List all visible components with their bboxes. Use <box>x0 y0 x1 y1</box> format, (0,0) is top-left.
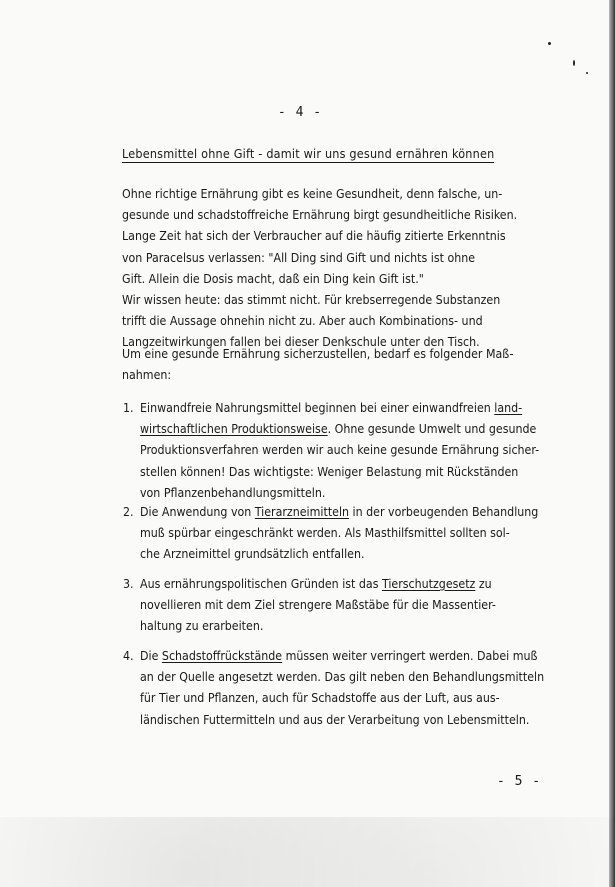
measure-item-4 <box>123 646 553 731</box>
text-line: muß spürbar eingeschränkt werden. Als Masthilfsmittel sollten sol- <box>140 526 510 541</box>
text-line: Wir wissen heute: das stimmt nicht. Für krebserregende Substanzen <box>122 293 501 308</box>
item-text: in der vorbeugenden Behandlung <box>349 505 539 519</box>
text-line: Ohne richtige Ernährung gibt es keine Gesundheit, denn falsche, un- <box>122 187 503 201</box>
scan-edge-shadow <box>609 0 615 887</box>
measure-item-1 <box>123 398 553 504</box>
underlined-term: Tierschutzgesetz <box>381 577 476 591</box>
underlined-term: Schadstoffrückstände <box>161 649 283 663</box>
item-text: . Ohne gesunde Umwelt und gesunde <box>327 422 537 437</box>
text-line: von Pflanzenbehandlungsmitteln. <box>140 485 326 500</box>
measure-item-3 <box>123 574 553 638</box>
intro-paragraph <box>122 184 532 354</box>
text-line: Um eine gesunde Ernährung sicherzustellen, bedarf es folgender Maß- <box>122 347 514 361</box>
text-line: che Arzneimittel grundsätzlich entfallen. <box>140 547 365 562</box>
item-text: Die <box>140 649 162 663</box>
text-line: an der Quelle angesetzt werden. Das gilt neben den Behandlungsmitteln <box>140 670 545 685</box>
text-line: für Tier und Pflanzen, auch für Schadstoffe aus der Luft, aus aus- <box>140 691 500 706</box>
text-line <box>140 398 553 419</box>
scan-speck <box>586 72 588 74</box>
text-line <box>140 574 553 595</box>
item-text: Einwandfreie Nahrungsmittel beginnen bei einer einwandfreien <box>140 401 495 415</box>
text-line <box>140 646 553 667</box>
text-line <box>140 502 553 523</box>
text-line: haltung zu erarbeiten. <box>140 619 264 634</box>
section-heading: Lebensmittel ohne Gift - damit wir uns gesund ernähren können <box>122 146 495 161</box>
text-line: Gift. Allein die Dosis macht, daß ein Ding kein Gift ist." <box>122 271 424 286</box>
underlined-term: Tierarzneimitteln <box>254 505 350 519</box>
text-line: Lange Zeit hat sich der Verbraucher auf die häufig zitierte Erkenntnis <box>122 229 506 244</box>
item-number: 1. <box>123 401 134 415</box>
text-line: Langzeitwirkungen fallen bei dieser Denkschule unter den Tisch. <box>122 335 480 350</box>
item-number: 4. <box>123 649 134 663</box>
underlined-term: wirtschaftlichen Produktionsweise <box>140 422 328 437</box>
item-text: müssen weiter verringert werden. Dabei muß <box>282 649 538 663</box>
page-number: - 4 - <box>277 105 323 120</box>
scan-noise <box>0 817 615 887</box>
text-line: stellen können! Das wichtigste: Weniger Belastung mit Rückständen <box>140 464 519 479</box>
item-number: 3. <box>123 577 134 591</box>
text-line: von Paracelsus verlassen: "All Ding sind Gift und nichts ist ohne <box>122 250 476 265</box>
scan-speck <box>573 60 575 66</box>
text-line: gesunde und schadstoffreiche Ernährung birgt gesundheitliche Risiken. <box>122 208 518 223</box>
text-line <box>140 419 553 440</box>
text-line: novellieren mit dem Ziel strengere Maßstäbe für die Massentier- <box>140 598 496 613</box>
text-line: ländischen Futtermitteln und aus der Verarbeitung von Lebensmitteln. <box>140 712 530 727</box>
text-line: Produktionsverfahren werden wir auch keine gesunde Ernährung sicher- <box>140 443 540 458</box>
measure-item-2 <box>123 502 553 566</box>
item-text: Aus ernährungspolitischen Gründen ist das <box>140 577 382 591</box>
text-line: nahmen: <box>122 368 172 383</box>
item-text: Die Anwendung von <box>140 505 255 519</box>
measures-intro <box>122 344 532 386</box>
scan-speck <box>548 42 551 45</box>
item-text: zu <box>475 577 492 591</box>
underlined-term: land- <box>494 401 523 415</box>
item-number: 2. <box>123 505 134 519</box>
text-line: trifft die Aussage ohnehin nicht zu. Aber auch Kombinations- und <box>122 314 483 329</box>
next-page-marker: - 5 - <box>497 774 542 789</box>
